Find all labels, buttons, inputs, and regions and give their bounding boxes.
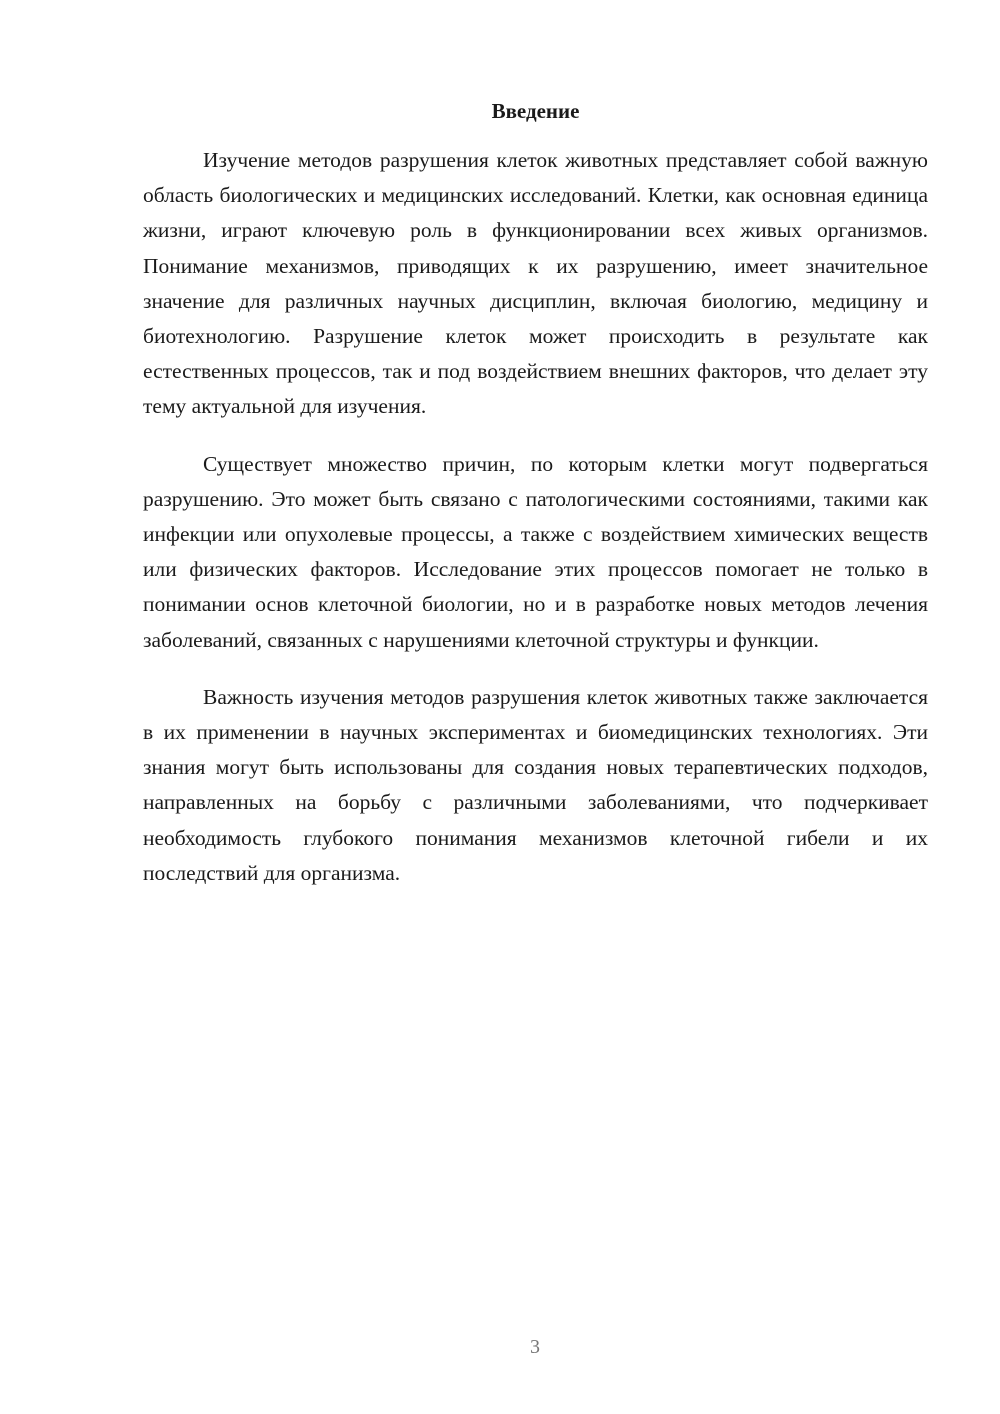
- page-number: 3: [530, 1336, 540, 1358]
- document-body: [143, 143, 928, 913]
- section-heading: Введение: [491, 99, 580, 123]
- paragraph-3: Важность изучения методов разрушения клеток животных также заключается в их применении в научных экспериментах и биомедицинских технологиях. Эти знания могут быть использованы для создания новых терапевтических подходов, направленных на борьбу с различными заболеваниями, что подчеркивает необходимость глубокого понимания механизмов клеточной гибели и их последствий для организма.: [143, 684, 928, 885]
- paragraph-2: Существует множество причин, по которым клетки могут подвергаться разрушению. Это может быть связано с патологическими состояниями, такими как инфекции или опухолевые процессы, а также с воздействием химических веществ или физических факторов. Исследование этих процессов помогает не только в понимании основ клеточной биологии, но и в разработке новых методов лечения заболеваний, связанных с нарушениями клеточной структуры и функции.: [143, 451, 928, 652]
- paragraph-1: Изучение методов разрушения клеток животных представляет собой важную область биологических и медицинских исследований. Клетки, как основная единица жизни, играют ключевую роль в функционировании всех живых организмов. Понимание механизмов, приводящих к их разрушению, имеет значительное значение для различных научных дисциплин, включая биологию, медицину и биотехнологию. Разрушение клеток может происходить в результате как естественных процессов, так и под воздействием внешних факторов, что делает эту тему актуальной для изучения.: [143, 148, 928, 419]
